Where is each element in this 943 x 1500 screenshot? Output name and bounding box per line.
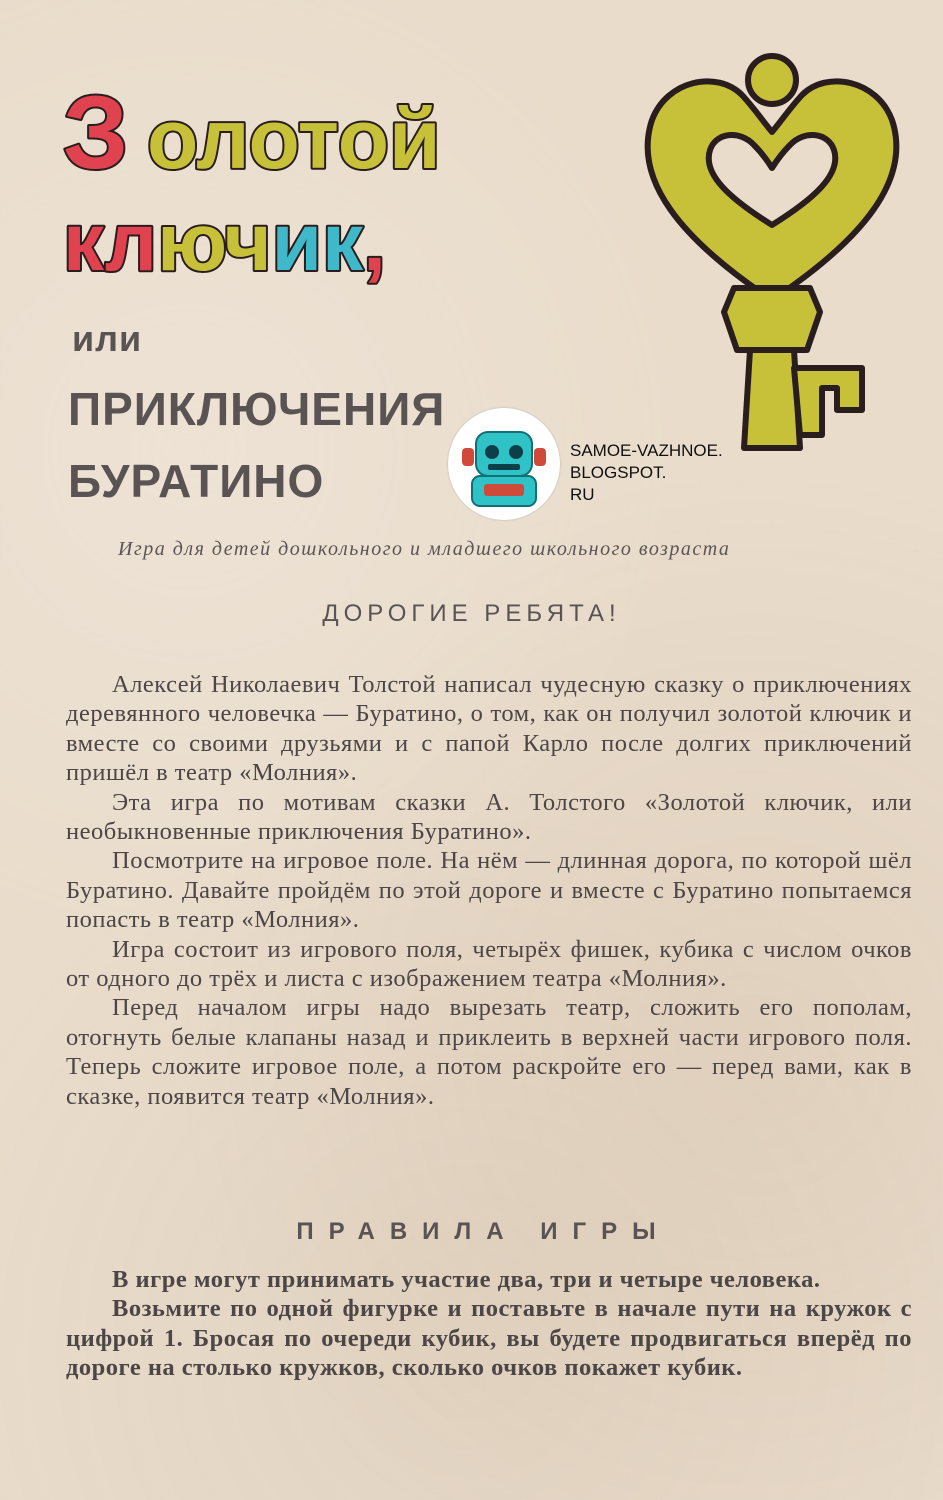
intro-text xyxy=(66,670,912,1111)
robot-logo-icon xyxy=(448,408,560,520)
golden-key-icon xyxy=(622,50,922,460)
title-line1-first-letter: З xyxy=(63,75,129,191)
subtitle-line1: ПРИКЛЮЧЕНИЯ xyxy=(68,383,446,435)
title-line1-rest: олотой xyxy=(147,92,441,186)
heading-dear-children: ДОРОГИЕ РЕБЯТА! xyxy=(322,600,621,627)
game-description: Игра для детей дошкольного и младшего школьного возраста xyxy=(118,538,731,560)
paragraph: Игра состоит из игрового поля, четырёх фишек, кубика с числом очков от одного до трёх и листа с изображением театра «Молния». xyxy=(66,935,912,993)
paragraph: Алексей Николаевич Толстой написал чудесную сказку о приключениях деревянного человечка — Буратино, о том, как он получил золотой ключик и вместе со своими друзьями и с папой Карло после долгих приключений пришёл в театр «Молния». xyxy=(66,671,912,787)
blog-watermark-text: SAMOE-VAZHNOE. BLOGSPOT. RU xyxy=(570,441,723,504)
subtitle-line2: БУРАТИНО xyxy=(68,455,325,507)
title-line2: ключик, xyxy=(63,197,386,288)
paragraph: В игре могут принимать участие два, три и четыре человека. xyxy=(112,1266,821,1293)
rules-text xyxy=(66,1265,912,1383)
title-lettering xyxy=(55,70,525,300)
paragraph: Посмотрите на игровое поле. На нём — длинная дорога, по которой шёл Буратино. Давайте пройдём по этой дороге и вместе с Буратино попытаемся попасть в театр «Молния». xyxy=(66,847,912,934)
heading-game-rules: ПРАВИЛА ИГРЫ xyxy=(296,1218,671,1245)
paragraph: Перед началом игры надо вырезать театр, сложить его пополам, отогнуть белые клапаны назад и приклеить в верхней части игрового поля. Теперь сложите игровое поле, а потом раскройте его — перед вами, как в сказке, появится театр «Молния». xyxy=(66,994,912,1110)
paragraph: Возьмите по одной фигурке и поставьте в начале пути на кружок с цифрой 1. Бросая по очереди кубик, вы будете продвигаться вперёд по дороге на столько кружков, сколько очков покажет кубик. xyxy=(66,1295,912,1382)
paragraph: Эта игра по мотивам сказки А. Толстого «Золотой ключик, или необыкновенные приключения Буратино». xyxy=(66,788,912,846)
title-connector-ili: или xyxy=(72,318,143,359)
